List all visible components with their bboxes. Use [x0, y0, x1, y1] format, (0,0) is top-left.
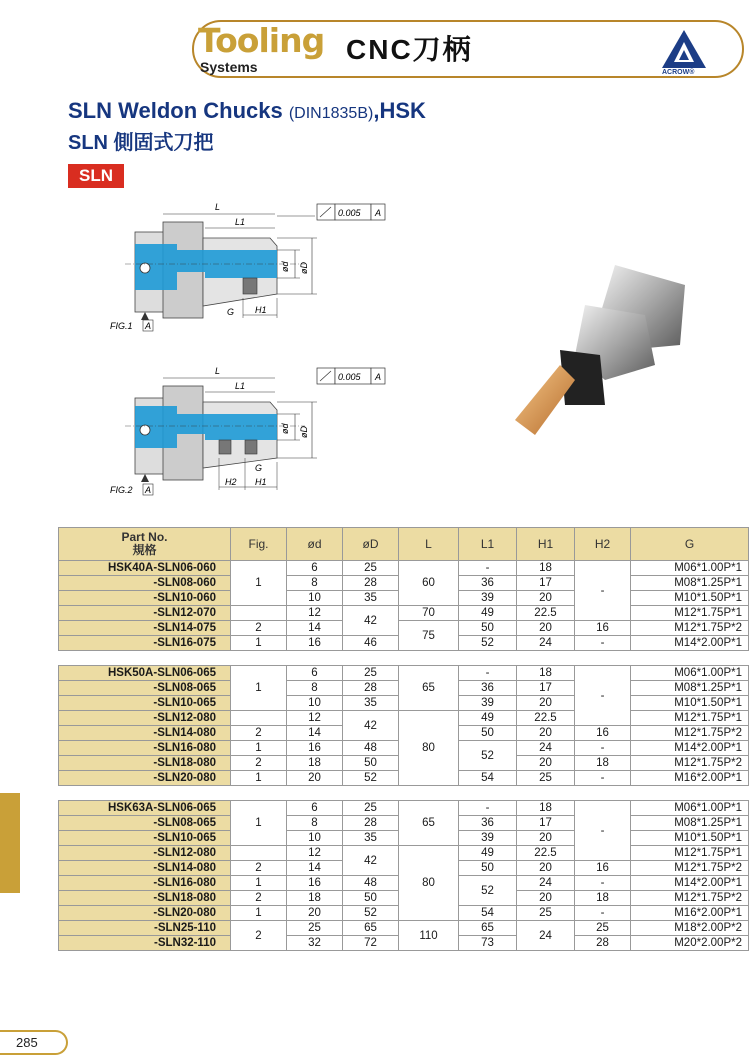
col-H1: H1 [517, 528, 575, 561]
spec-table [58, 527, 749, 951]
table-row: -SLN12-080 12 42 80 49 22.5 M12*1.75P*1 [59, 846, 749, 861]
fig2-datum: A [375, 372, 382, 382]
col-fig: Fig. [231, 528, 287, 561]
table-row: -SLN12-070 12 42 70 49 22.5 M12*1.75P*1 [59, 606, 749, 621]
table-row: -SLN16-075 1 16 46 52 24 - M14*2.00P*1 [59, 636, 749, 651]
col-L1: L1 [459, 528, 517, 561]
table-row: -SLN08-060 8 28 36 17 M08*1.25P*1 [59, 576, 749, 591]
table-row: -SLN16-080 1 16 48 52 24 - M14*2.00P*1 [59, 741, 749, 756]
title-tail: ,HSK [373, 98, 426, 123]
fig2-H2-label: H2 [225, 477, 237, 487]
fig2-label: FIG.2 [110, 485, 133, 495]
table-row: -SLN10-065 10 35 39 20 M10*1.50P*1 [59, 831, 749, 846]
title-main: SLN Weldon Chucks [68, 98, 289, 123]
table-row: -SLN14-075 2 14 75 50 20 16 M12*1.75P*2 [59, 621, 749, 636]
product-photo [505, 255, 705, 445]
fig2-H1-label: H1 [255, 477, 267, 487]
table-row: -SLN18-080 2 18 50 20 18 M12*1.75P*2 [59, 891, 749, 906]
col-od: ød [287, 528, 343, 561]
fig1-G-label: G [227, 307, 235, 317]
product-title [68, 98, 426, 127]
table-row: -SLN14-080 2 14 50 20 16 M12*1.75P*2 [59, 861, 749, 876]
fig2-tolerance: 0.005 [338, 372, 361, 382]
figure-2-drawing [105, 358, 395, 498]
figure-1-drawing [105, 194, 395, 334]
fig1-L1-label: L1 [235, 217, 246, 227]
brand-tooling: Tooling [198, 21, 325, 60]
table-row: -SLN25-110 2 25 65 110 65 24 25 M18*2.00P*2 [59, 921, 749, 936]
fig2-L-label: L [215, 366, 221, 376]
table-spacer [59, 651, 749, 666]
page-number: 285 [0, 1030, 68, 1055]
table-row: -SLN10-065 10 35 39 20 M10*1.50P*1 [59, 696, 749, 711]
table-header-row [59, 528, 749, 561]
table-spacer [59, 786, 749, 801]
sln-badge: SLN [68, 164, 124, 188]
table-row: -SLN32-110 32 72 73 28 M20*2.00P*2 [59, 936, 749, 951]
table-row: -SLN08-065 8 28 36 17 M08*1.25P*1 [59, 816, 749, 831]
product-subtitle: SLN 側固式刀把 [68, 132, 214, 154]
logo-text: ACROW® [662, 69, 695, 76]
table-row: -SLN14-080 2 14 50 20 16 M12*1.75P*2 [59, 726, 749, 741]
table-row: HSK40A-SLN06-060 1 6 25 60 - 18 - M06*1.00P*1 [59, 561, 749, 576]
table-row: -SLN16-080 1 16 48 52 24 - M14*2.00P*1 [59, 876, 749, 891]
fig1-oD-label: øD [299, 262, 309, 274]
fig2-oD-label: øD [299, 426, 309, 438]
fig1-label: FIG.1 [110, 321, 133, 331]
fig1-H1-label: H1 [255, 305, 267, 315]
table-row: -SLN20-080 1 20 52 54 25 - M16*2.00P*1 [59, 906, 749, 921]
fig1-datum: A [375, 208, 382, 218]
fig1-tolerance: 0.005 [338, 208, 361, 218]
col-oD: øD [343, 528, 399, 561]
table-row: -SLN12-080 12 42 80 49 22.5 M12*1.75P*1 [59, 711, 749, 726]
title-din: (DIN1835B) [288, 105, 374, 122]
table-row: HSK50A-SLN06-065 1 6 25 65 - 18 - M06*1.00P*1 [59, 666, 749, 681]
col-L: L [399, 528, 459, 561]
fig1-ref: A [145, 321, 152, 331]
side-tab [0, 793, 20, 893]
table-row: -SLN18-080 2 18 50 20 18 M12*1.75P*2 [59, 756, 749, 771]
brand-systems: Systems [200, 59, 258, 75]
fig1-od-label: ød [280, 261, 290, 272]
fig2-od-label: ød [280, 423, 290, 434]
col-part-no: Part No. 規格 [59, 528, 231, 561]
col-G: G [631, 528, 749, 561]
table-row: HSK63A-SLN06-065 1 6 25 65 - 18 - M06*1.00P*1 [59, 801, 749, 816]
table-row: -SLN20-080 1 20 52 54 25 - M16*2.00P*1 [59, 771, 749, 786]
table-row: -SLN08-065 8 28 36 17 M08*1.25P*1 [59, 681, 749, 696]
fig2-L1-label: L1 [235, 381, 246, 391]
fig2-ref: A [145, 485, 152, 495]
fig1-L-label: L [215, 202, 221, 212]
table-row: -SLN10-060 10 35 39 20 M10*1.50P*1 [59, 591, 749, 606]
fig2-G-label: G [255, 463, 263, 473]
col-H2: H2 [575, 528, 631, 561]
page-title-cnc: CNC刀柄 [346, 34, 473, 65]
